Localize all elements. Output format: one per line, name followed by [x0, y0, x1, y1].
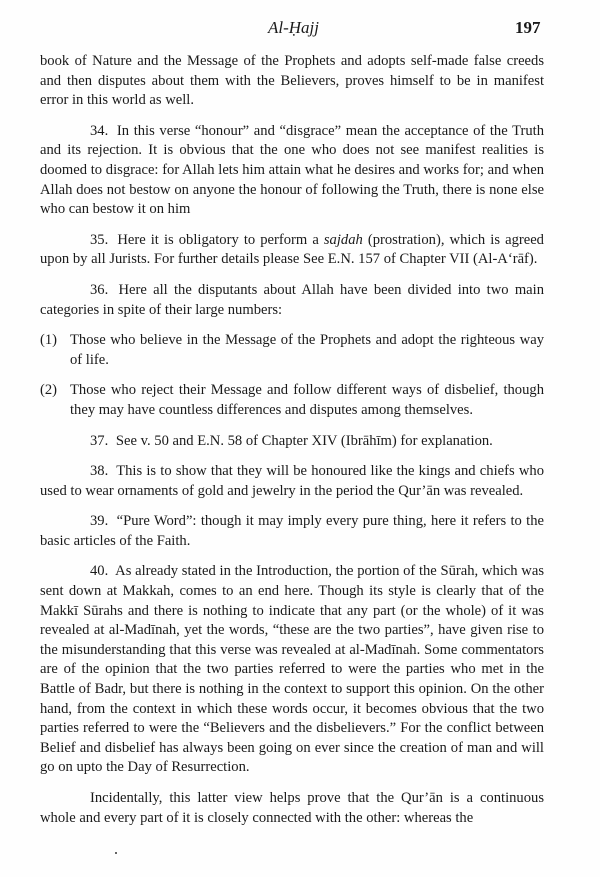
list-item-text: Those who believe in the Message of the Prophets and adopt the righteous way of life. [70, 332, 544, 368]
note-text-after: (prostration), which is agreed upon by all Jurists. For further details please See E.N. 157 of Chapter VII (Al-A‘rāf). [40, 231, 544, 268]
closing-paragraph: Incidentally, this latter view helps prove that the Qur’ān is a continuous whole and every part of it is closely connected with the other: whereas the [40, 790, 544, 826]
scan-speck [115, 852, 117, 854]
note-text: In this verse “honour” and “disgrace” mean the acceptance of the Truth and its rejection. It is obvious that the one who does not see manifest realities is doomed to disgrace: for Allah lets him attain what he desires and works for; and when Allah does not bestow on anyone the honour of following the Truth, there is none else who can bestow it on him [40, 122, 544, 218]
note-number: 39. [90, 513, 109, 530]
note-37 [40, 432, 544, 452]
continuation-paragraph: book of Nature and the Message of the Prophets and adopts self-made false creeds and then disputes about them with the Believers, proves himself to be in manifest error in this world as well. [40, 53, 544, 109]
note-number: 34. [90, 122, 109, 139]
running-header [0, 18, 600, 42]
note-36 [40, 281, 544, 320]
note-text: See v. 50 and E.N. 58 of Chapter XIV (Ibrāhīm) for explanation. [115, 432, 493, 449]
list-item-2 [40, 381, 544, 420]
note-35 [40, 231, 544, 270]
note-39 [40, 512, 544, 551]
note-40 [40, 562, 544, 778]
note-number: 37. [90, 432, 109, 449]
running-title: Al-Ḥajj [268, 18, 319, 37]
list-marker: (2) [40, 382, 58, 399]
list-item-text: Those who reject their Message and follow different ways of disbelief, though they may have countless differences and disputes among themselves. [70, 382, 544, 418]
page-number: 197 [515, 18, 541, 37]
note-38 [40, 462, 544, 501]
note-number: 40. [90, 563, 109, 580]
page-body [40, 52, 544, 839]
note-text: Here all the disputants about Allah have been divided into two main categories in spite of their large numbers: [40, 281, 544, 318]
note-34 [40, 122, 544, 220]
note-text-before: Here it is obligatory to perform a [117, 231, 324, 248]
italic-term: sajdah [323, 231, 363, 248]
note-number: 38. [90, 463, 109, 480]
note-text: As already stated in the Introduction, the portion of the Sūrah, which was sent down at Makkah, comes to an end here. Though its style is clearly that of the Makkī Sūrahs and there is nothing to indicate that any part (or the whole) of it was revealed at al-Madīnah, yet the words, “these are the two parties”, have given rise to the misunderstanding that this verse was revealed at al-Madīnah. Some commentators are of the opinion that the two parties referred to were the parties who met in the Battle of Badr, but there is nothing in the context to support this opinion. On the other hand, from the context in which these words occur, it becomes obvious that the two parties referred to were the “Believers and the disbelievers.” For the conflict between Belief and disbelief has always been going on ever since the creation of man and will go on upto the Day of Resurrection. [40, 563, 545, 776]
note-text: This is to show that they will be honoured like the kings and chiefs who used to wear ornaments of gold and jewelry in the period the Qur’ān was revealed. [40, 463, 544, 499]
note-text: “Pure Word”: though it may imply every pure thing, here it refers to the basic articles of the Faith. [40, 513, 544, 549]
list-marker: (1) [40, 332, 58, 349]
note-number: 35. [90, 231, 109, 248]
list-item-1 [40, 331, 544, 370]
note-number: 36. [90, 281, 109, 298]
